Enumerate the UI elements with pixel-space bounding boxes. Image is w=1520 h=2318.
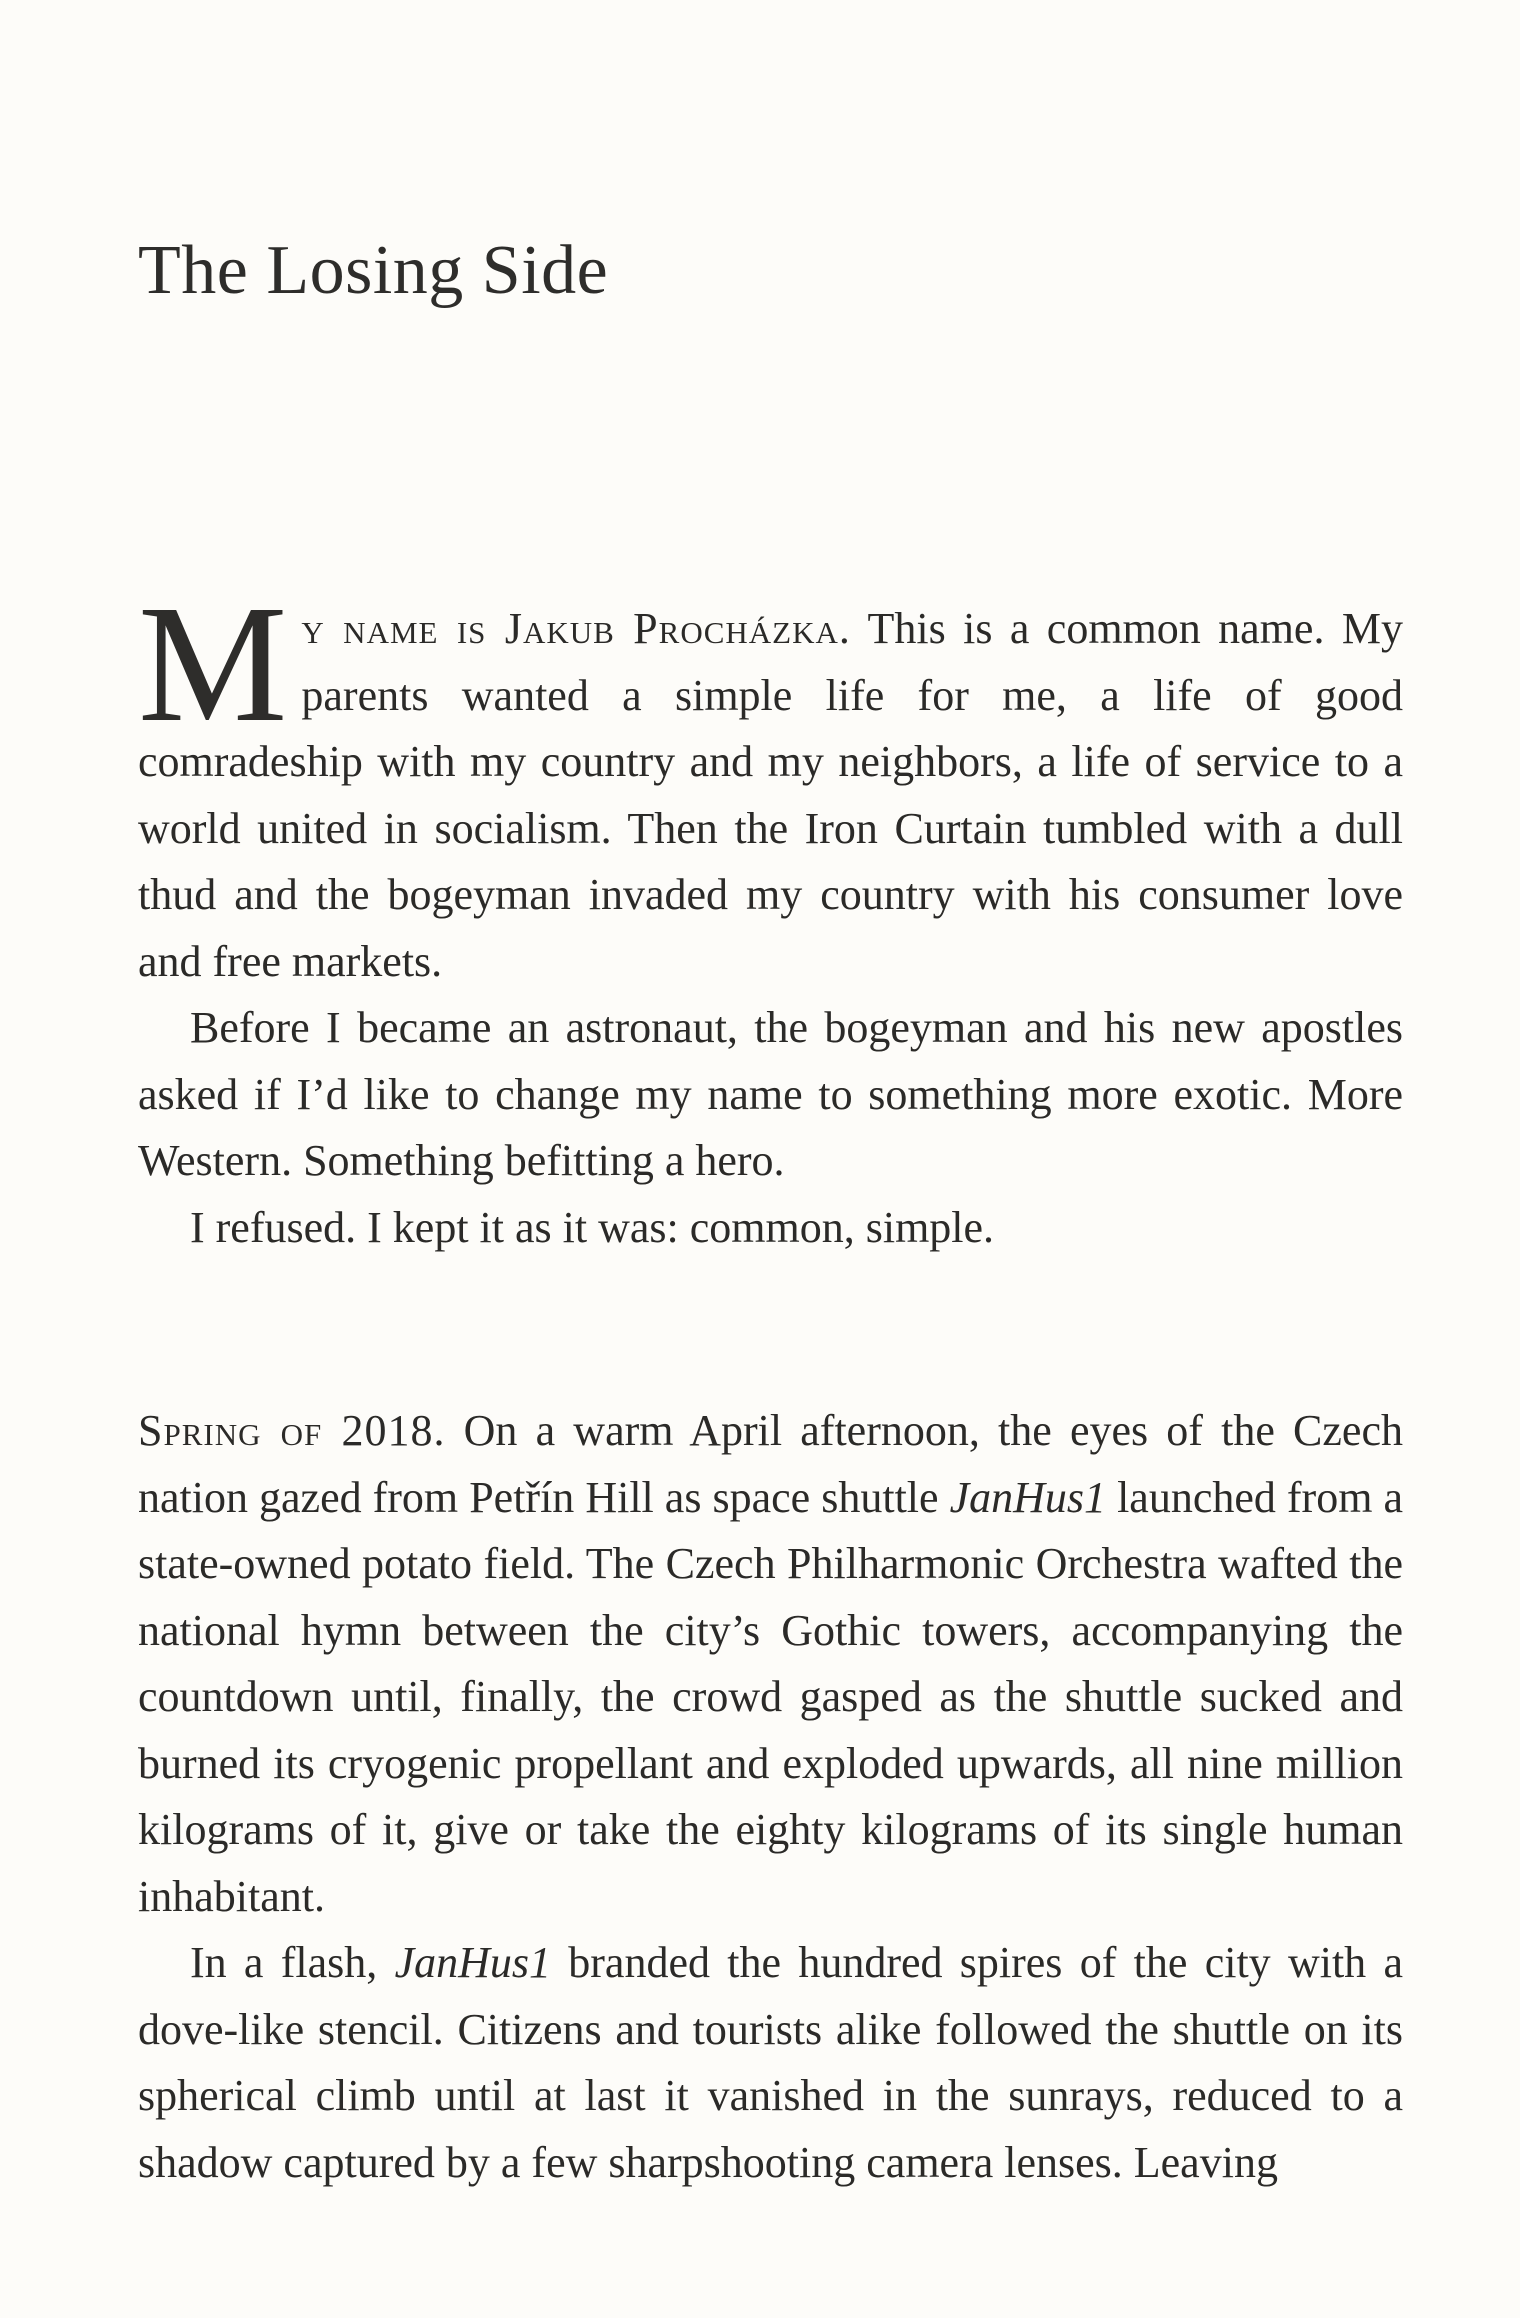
drop-cap: M	[138, 571, 288, 757]
opening-small-caps: y name is Jakub Procházka.	[301, 604, 851, 653]
paragraph-4	[138, 1398, 1403, 1930]
paragraph-5	[138, 1930, 1403, 2196]
paragraph-1-text: This is a common name. My parents wanted a simple life for me, a life of good comradeship with my country and my neighbors, a life of service to a world united in socialism. Then the Iron Curtain tumbled with a dull thud and the bogeyman invaded my country with his consumer love and free markets.	[138, 604, 1403, 986]
paragraph-1	[138, 571, 1403, 995]
paragraph-2: Before I became an astronaut, the bogeyman and his new apostles asked if I’d like to change my name to something more exotic. More Western. Something befitting a hero.	[138, 1003, 1403, 1185]
paragraph-3: I refused. I kept it as it was: common, simple.	[190, 1202, 995, 1252]
paragraph-5-text-b: branded the hundred spires of the city with a dove-like stencil. Citizens and tourists alike followed the shuttle on its spherical climb until at last it vanished in the sunrays, reduced to a shadow captured by a few sharpshooting camera lenses. Leaving	[138, 1938, 1403, 2187]
opening-section	[138, 571, 1403, 1261]
shuttle-name: JanHus1	[949, 1472, 1107, 1522]
shuttle-name-2: JanHus1	[394, 1938, 551, 1987]
paragraph-5-text-a: In a flash,	[190, 1938, 395, 1987]
section-small-caps: Spring of 2018.	[138, 1406, 446, 1455]
second-section	[138, 1398, 1403, 2196]
paragraph-4-text-a: On a warm April afternoon, the eyes of the Czech nation gazed from Petřín Hill as space shuttle	[138, 1406, 1403, 1522]
chapter-title: The Losing Side	[138, 232, 609, 309]
paragraph-4-text-b: launched from a state-owned potato field. The Czech Philharmonic Orchestra wafted the national hymn between the city’s Gothic towers, accompanying the countdown until, finally, the crowd gasped as the shuttle sucked and burned its cryogenic propellant and exploded upwards, all nine million kilograms of it, give or take the eighty kilograms of its single human inhabitant.	[138, 1472, 1403, 1921]
